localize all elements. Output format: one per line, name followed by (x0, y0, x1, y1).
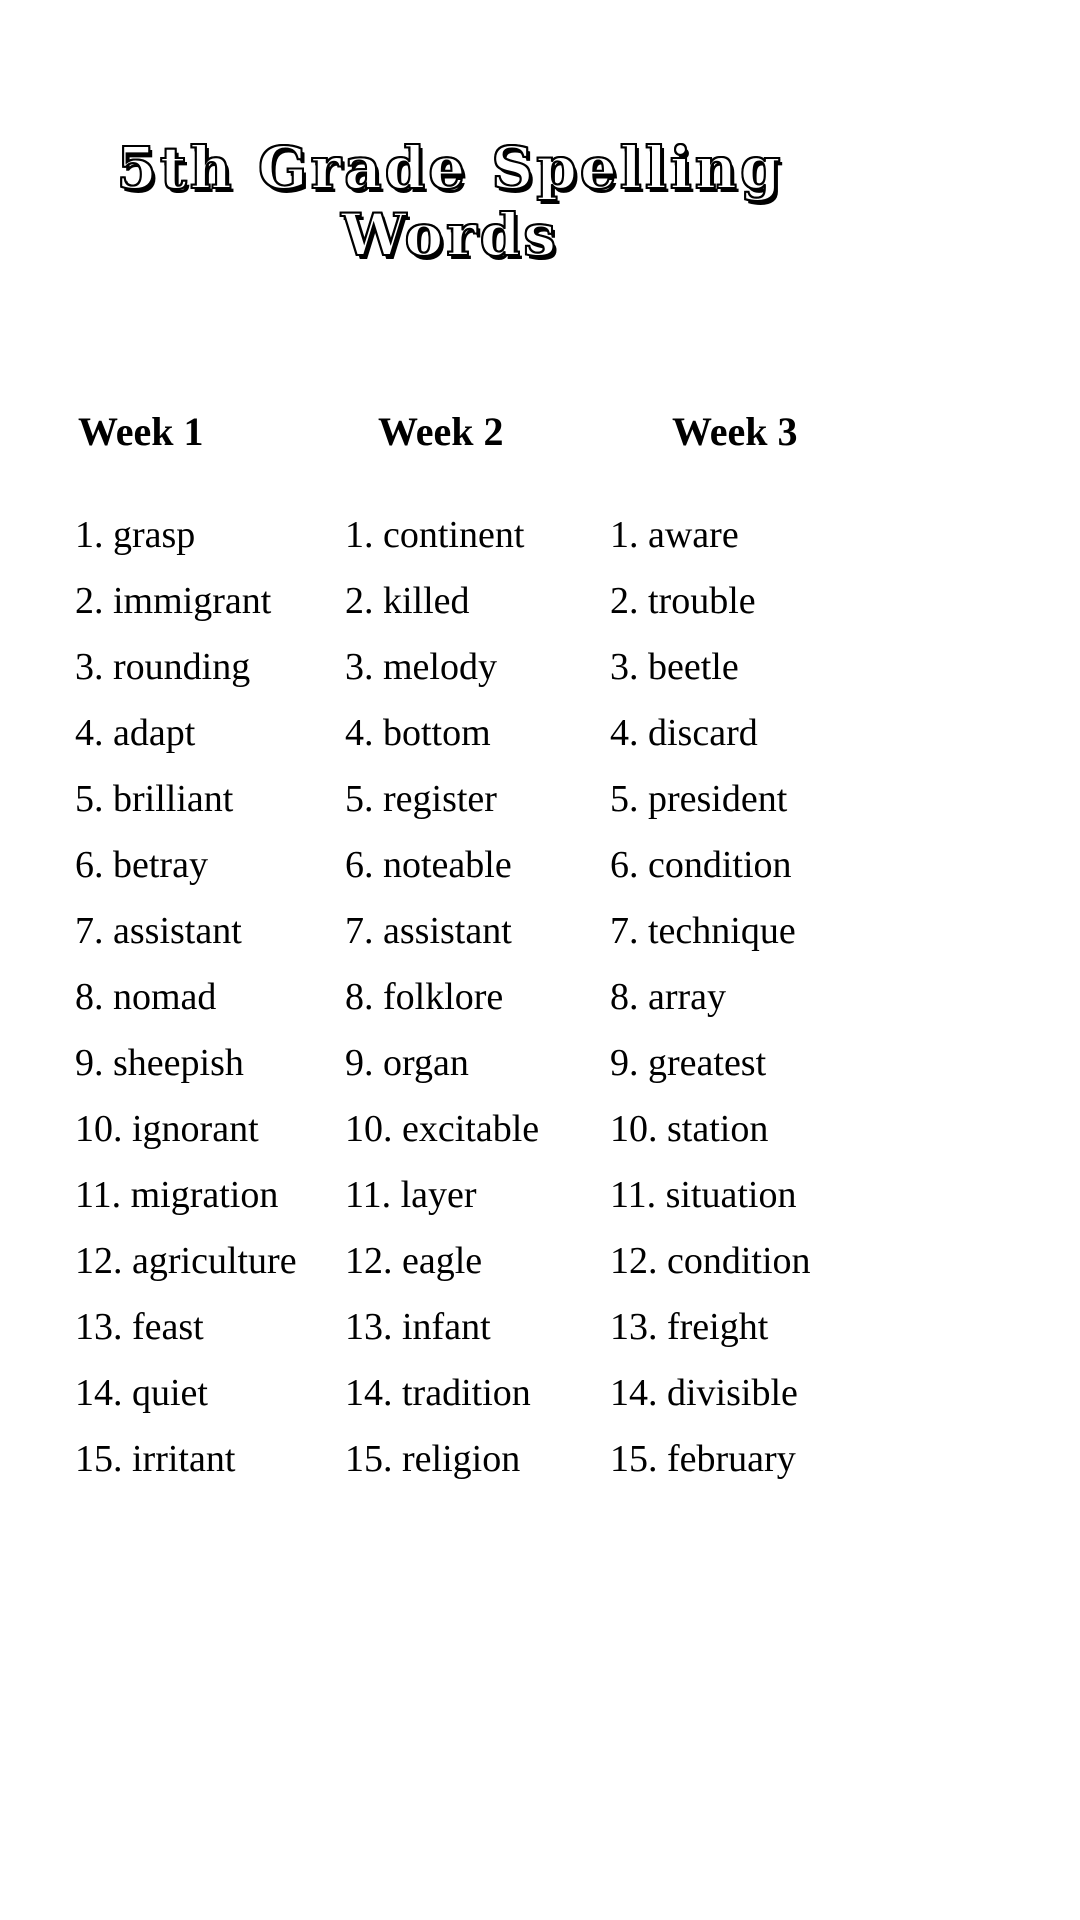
spelling-word-item: 12. agriculture (75, 1239, 297, 1282)
spelling-word-item: 1. grasp (75, 513, 196, 556)
week-2-word-list (345, 512, 610, 1482)
week-3-word-list (610, 512, 885, 1482)
spelling-word-item: 7. technique (610, 909, 796, 952)
week-3-header: Week 3 (672, 409, 798, 455)
spelling-word-item: 6. condition (610, 843, 792, 886)
spelling-word-item: 10. excitable (345, 1107, 540, 1150)
spelling-word-item: 14. quiet (75, 1371, 208, 1414)
spelling-word-item: 3. rounding (75, 645, 251, 688)
spelling-word-item: 4. bottom (345, 711, 491, 754)
weeks-columns (0, 408, 1080, 1501)
week-1-header: Week 1 (78, 409, 204, 455)
spelling-word-item: 12. eagle (345, 1239, 483, 1282)
spelling-word-item: 8. array (610, 975, 727, 1018)
spelling-word-item: 5. president (610, 777, 788, 820)
spelling-word-item: 14. divisible (610, 1371, 798, 1414)
spelling-word-item: 14. tradition (345, 1371, 531, 1414)
spelling-word-item: 5. brilliant (75, 777, 234, 820)
week-1-word-list (75, 512, 345, 1482)
spelling-word-item: 5. register (345, 777, 497, 820)
spelling-word-item: 10. ignorant (75, 1107, 259, 1150)
week-2-column (345, 408, 610, 1501)
spelling-word-item: 4. adapt (75, 711, 196, 754)
week-2-header: Week 2 (378, 409, 504, 455)
spelling-word-item: 13. freight (610, 1305, 769, 1348)
spelling-word-item: 3. beetle (610, 645, 739, 688)
spelling-word-item: 4. discard (610, 711, 758, 754)
spelling-word-item: 11. situation (610, 1173, 797, 1216)
spelling-word-item: 1. continent (345, 513, 525, 556)
spelling-word-item: 6. betray (75, 843, 208, 886)
spelling-word-item: 11. layer (345, 1173, 477, 1216)
spelling-word-item: 15. irritant (75, 1437, 236, 1480)
spelling-word-item: 10. station (610, 1107, 769, 1150)
spelling-word-item: 2. trouble (610, 579, 756, 622)
spelling-word-item: 6. noteable (345, 843, 512, 886)
spelling-word-item: 2. killed (345, 579, 470, 622)
spelling-word-item: 7. assistant (75, 909, 242, 952)
spelling-word-item: 13. feast (75, 1305, 204, 1348)
spelling-word-item: 15. february (610, 1437, 796, 1480)
spelling-word-item: 8. nomad (75, 975, 217, 1018)
page-title: 5th Grade Spelling Words (116, 134, 784, 269)
week-1-column (75, 408, 345, 1501)
spelling-word-item: 8. folklore (345, 975, 504, 1018)
spelling-word-item: 11. migration (75, 1173, 279, 1216)
spelling-word-item: 9. greatest (610, 1041, 767, 1084)
spelling-word-item: 15. religion (345, 1437, 521, 1480)
spelling-word-item: 3. melody (345, 645, 497, 688)
spelling-word-item: 13. infant (345, 1305, 491, 1348)
spelling-word-item: 2. immigrant (75, 579, 272, 622)
spelling-word-item: 1. aware (610, 513, 739, 556)
spelling-word-item: 9. sheepish (75, 1041, 244, 1084)
week-3-column (610, 408, 885, 1501)
spelling-word-item: 12. condition (610, 1239, 811, 1282)
spelling-word-item: 9. organ (345, 1041, 469, 1084)
spelling-word-item: 7. assistant (345, 909, 512, 952)
